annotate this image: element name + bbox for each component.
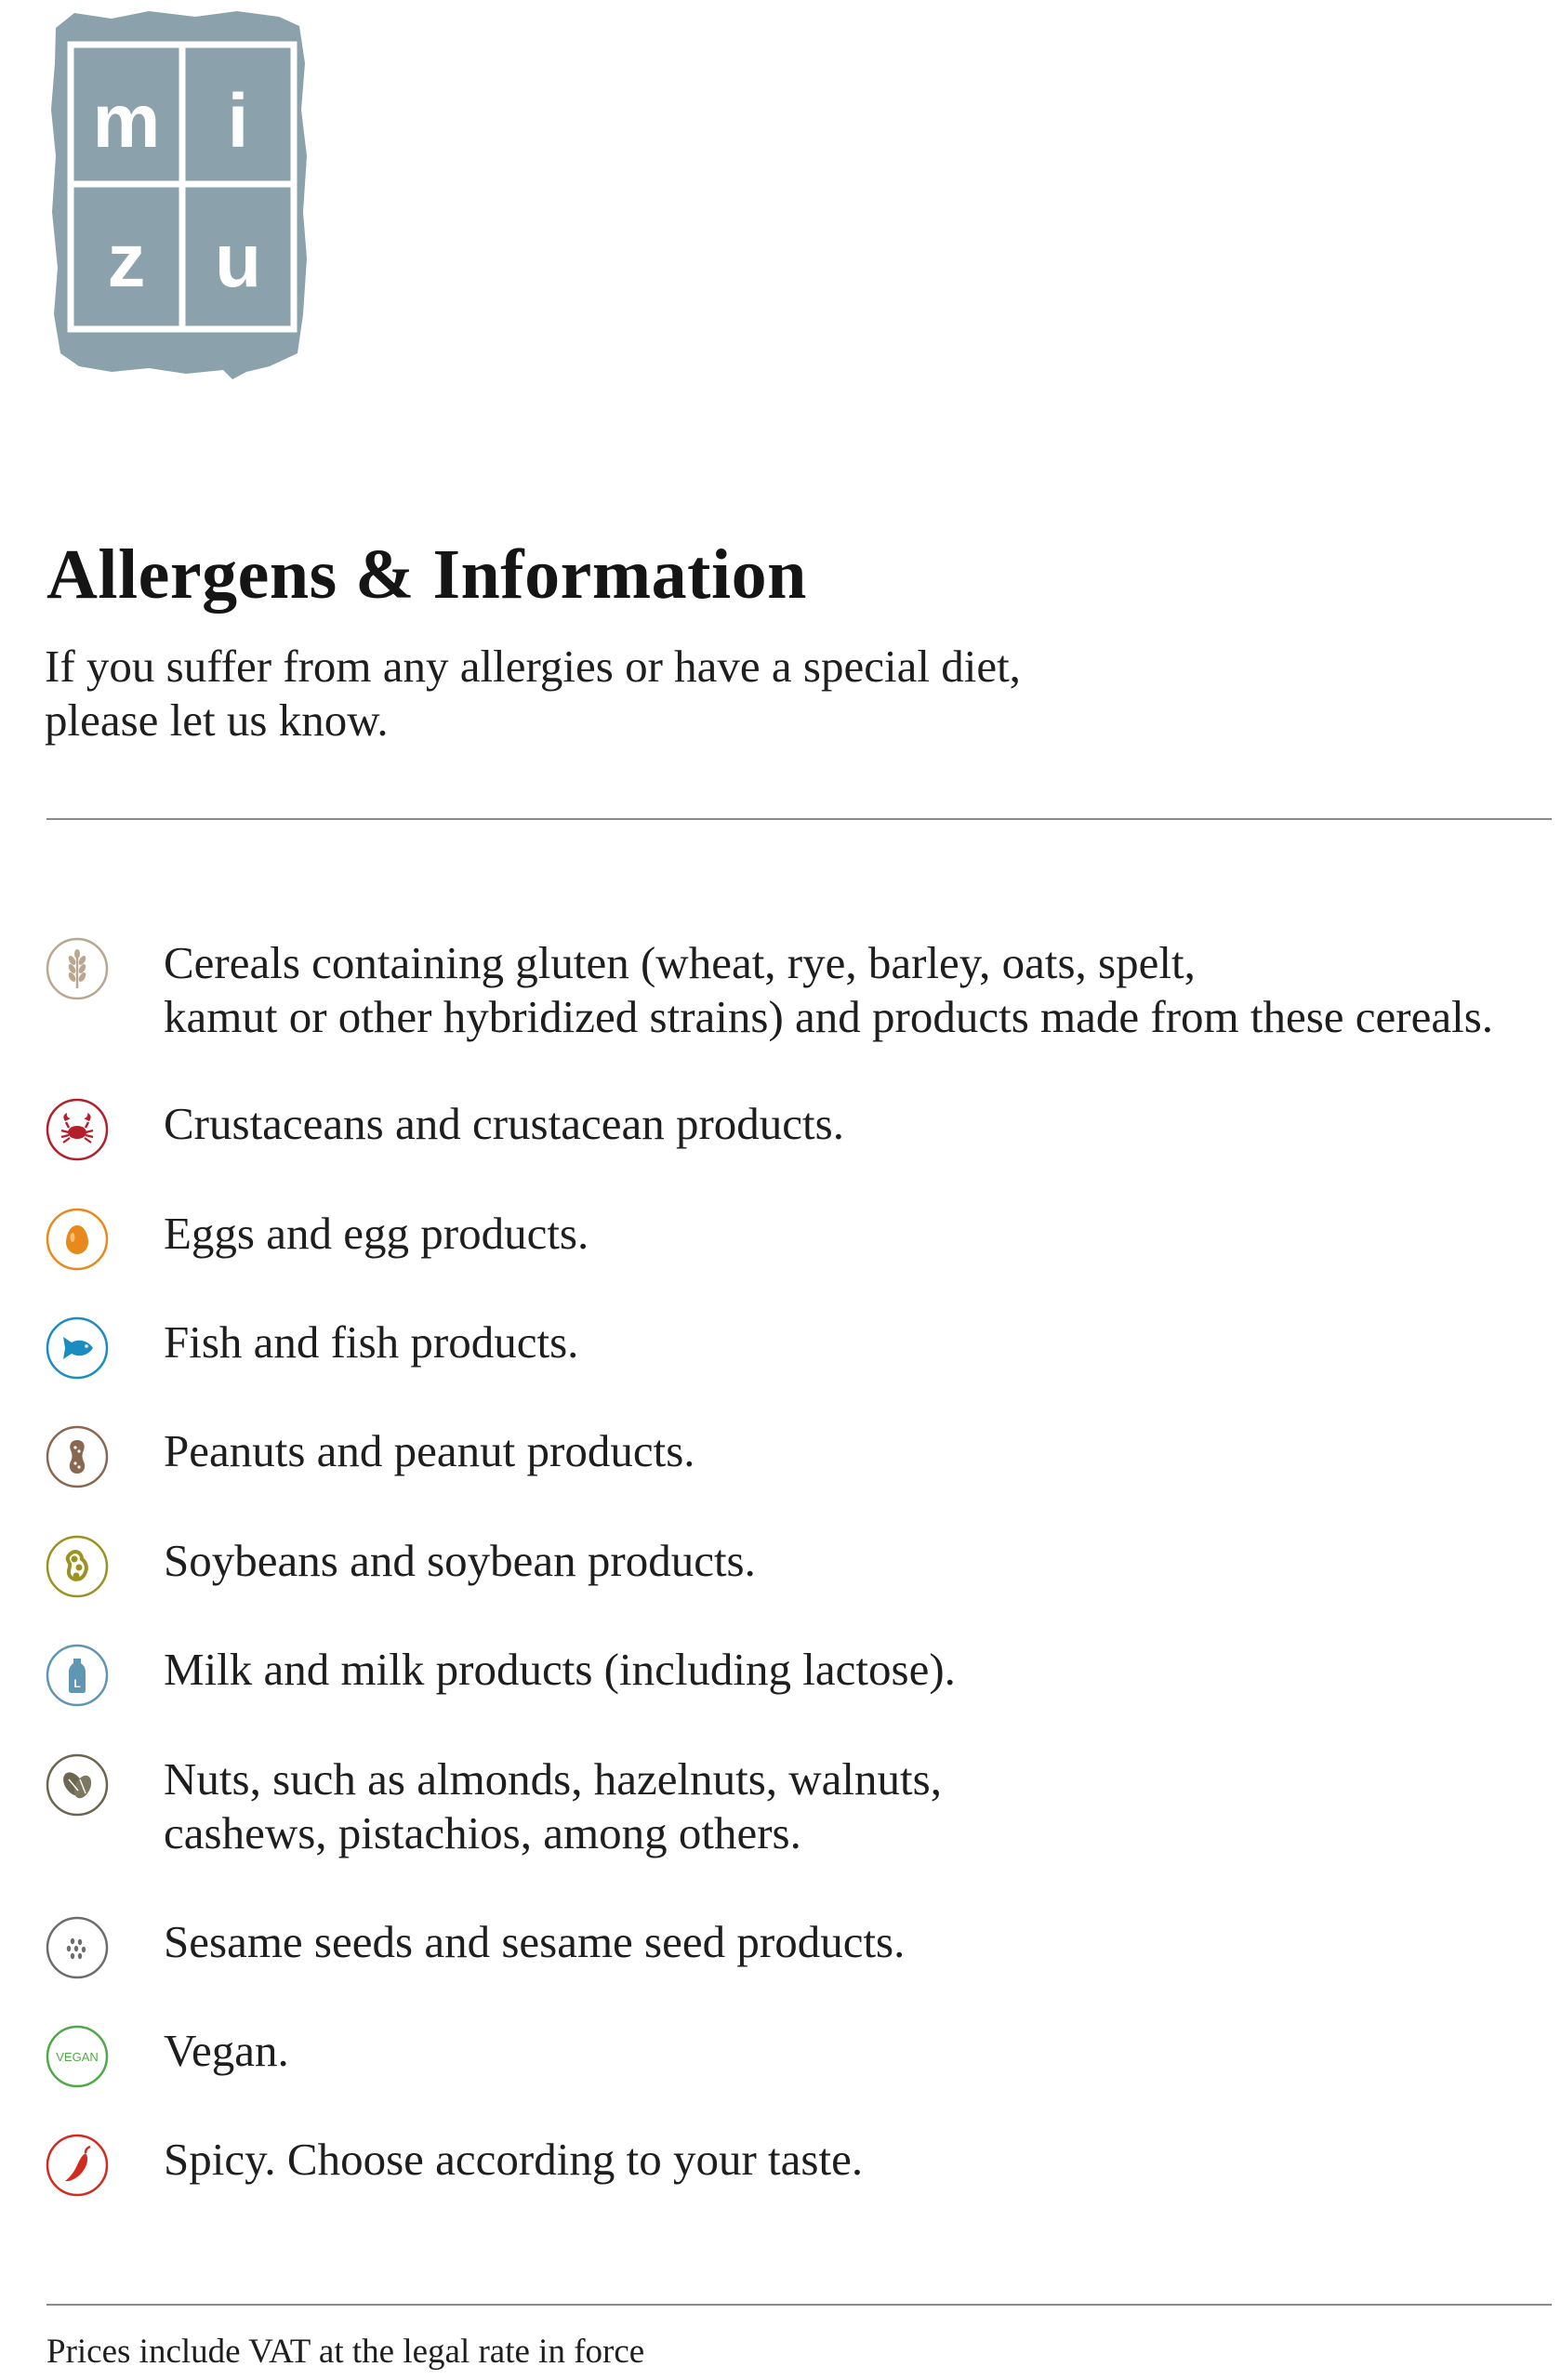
fish-icon bbox=[45, 1316, 110, 1381]
top-divider bbox=[46, 818, 1552, 820]
soybean-icon bbox=[45, 1534, 110, 1599]
allergen-text bbox=[164, 1424, 695, 1478]
allergen-text bbox=[164, 1534, 756, 1588]
wheat-icon bbox=[45, 936, 110, 1001]
allergen-line-1: Fish and fish products. bbox=[164, 1316, 579, 1368]
egg-icon bbox=[45, 1207, 110, 1272]
allergen-text bbox=[164, 2133, 863, 2187]
mizu-logo bbox=[46, 7, 311, 379]
allergen-line-1: Soybeans and soybean products. bbox=[164, 1535, 756, 1586]
allergen-line-2: cashews, pistachios, among others. bbox=[164, 1807, 801, 1858]
allergen-line-1: Crustaceans and crustacean products. bbox=[164, 1098, 844, 1149]
logo-letter-m: m bbox=[92, 79, 161, 164]
footer-note: Prices include VAT at the legal rate in force bbox=[46, 2333, 645, 2371]
allergen-text bbox=[164, 1915, 905, 1969]
page-title: Allergens & Information bbox=[46, 536, 807, 614]
milk-icon bbox=[45, 1643, 110, 1708]
allergen-text bbox=[164, 2024, 289, 2078]
allergen-line-1: Nuts, such as almonds, hazelnuts, walnuts, bbox=[164, 1753, 942, 1805]
allergen-text bbox=[164, 1752, 942, 1860]
allergen-line-2: kamut or other hybridized strains) and products made from these cereals. bbox=[164, 991, 1494, 1042]
vegan-label: VEGAN bbox=[56, 2050, 99, 2064]
allergen-line-1: Cereals containing gluten (wheat, rye, barley, oats, spelt, bbox=[164, 937, 1196, 988]
allergen-text bbox=[164, 1207, 589, 1261]
nuts-icon bbox=[45, 1752, 110, 1818]
logo-letter-u: u bbox=[214, 218, 262, 303]
sesame-icon bbox=[45, 1915, 110, 1980]
allergen-text bbox=[164, 1643, 956, 1697]
intro-line-1: If you suffer from any allergies or have a special diet, bbox=[45, 641, 1021, 692]
logo-letter-i: i bbox=[227, 79, 249, 164]
allergen-text bbox=[164, 1316, 578, 1369]
allergen-text bbox=[164, 936, 1493, 1044]
allergen-line-1: Eggs and egg products. bbox=[164, 1208, 589, 1259]
allergen-text bbox=[164, 1097, 844, 1151]
vegan-icon bbox=[45, 2024, 110, 2089]
logo-letter-z: z bbox=[107, 218, 146, 303]
intro-line-2: please let us know. bbox=[45, 694, 389, 746]
allergen-line-1: Spicy. Choose according to your taste. bbox=[164, 2134, 864, 2185]
chili-icon bbox=[45, 2133, 110, 2198]
peanut-icon bbox=[45, 1424, 110, 1489]
intro-text bbox=[45, 640, 1021, 747]
bottom-divider bbox=[46, 2304, 1552, 2306]
allergen-line-1: Sesame seeds and sesame seed products. bbox=[164, 1916, 906, 1967]
allergen-line-1: Milk and milk products (including lactose). bbox=[164, 1644, 956, 1695]
svg-text:L: L bbox=[73, 1677, 81, 1690]
allergen-line-1: Peanuts and peanut products. bbox=[164, 1425, 695, 1476]
crab-icon bbox=[45, 1097, 110, 1162]
allergen-line-1: Vegan. bbox=[164, 2025, 289, 2076]
